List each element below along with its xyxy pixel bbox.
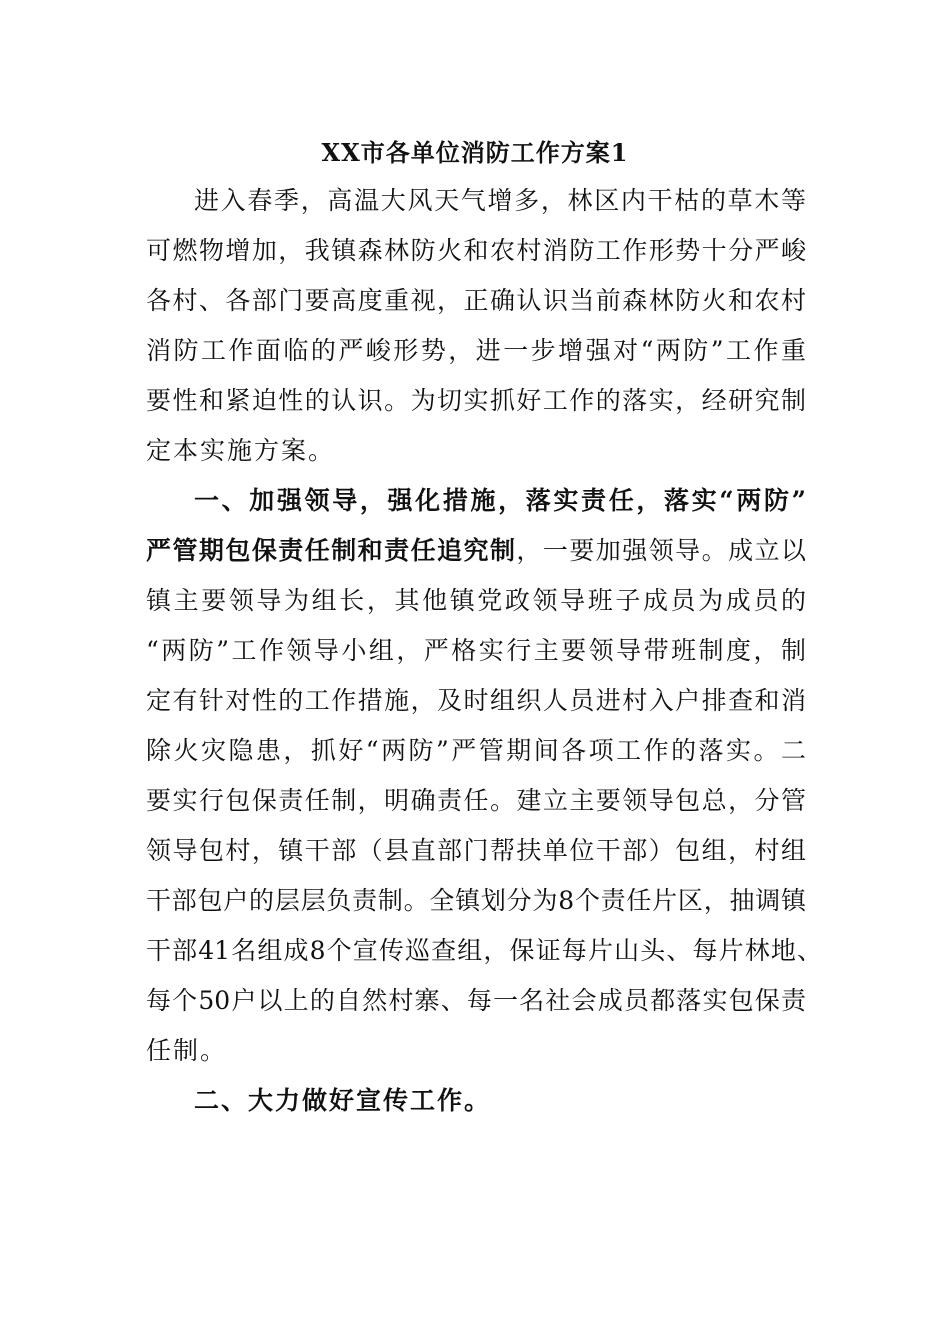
section-1-heading: 一、加强领导，强化措施，落实责任，落实“两防”	[194, 486, 806, 515]
section-1-line-6: 除火灾隐患，抓好“两防”严管期间各项工作的落实。二	[146, 736, 806, 765]
section-2-heading: 二、大力做好宣传工作。	[194, 1086, 492, 1115]
section-1-line-12: 任制。	[146, 1036, 228, 1065]
section-1-line-9: 干部包户的层层负责制。全镇划分为8个责任片区，抽调镇	[146, 886, 806, 915]
paragraph-1-line-6: 定本实施方案。	[146, 436, 336, 465]
section-1-line-5: 定有针对性的工作措施，及时组织人员进村入户排查和消	[146, 686, 806, 715]
section-1-line-8: 领导包村，镇干部（县直部门帮扶单位干部）包组，村组	[146, 836, 806, 865]
section-1-heading-continued: 严管期包保责任制和责任追究制	[146, 536, 517, 565]
section-1-line-7: 要实行包保责任制，明确责任。建立主要领导包总，分管	[146, 786, 806, 815]
section-1-line-3: 镇主要领导为组长，其他镇党政领导班子成员为成员的	[146, 586, 806, 615]
section-1-line-2	[146, 534, 806, 568]
section-1-line-4: “两防”工作领导小组，严格实行主要领导带班制度，制	[146, 636, 806, 665]
section-1-text-start: ，一要加强领导。成立以	[516, 536, 806, 565]
section-1-line-10: 干部41名组成8个宣传巡查组，保证每片山头、每片林地、	[146, 936, 822, 965]
paragraph-1-line-2: 可燃物增加，我镇森林防火和农村消防工作形势十分严峻	[146, 236, 806, 265]
paragraph-1-line-5: 要性和紧迫性的认识。为切实抓好工作的落实，经研究制	[146, 386, 806, 415]
paragraph-1-line-4: 消防工作面临的严峻形势，进一步增强对“两防”工作重	[146, 336, 806, 365]
document-title: XX市各单位消防工作方案1	[321, 138, 629, 167]
paragraph-1-line-3: 各村、各部门要高度重视，正确认识当前森林防火和农村	[146, 286, 806, 315]
section-1-line-11: 每个50户以上的自然村寨、每一名社会成员都落实包保责	[146, 986, 806, 1015]
paragraph-1-line-1: 进入春季，高温大风天气增多，林区内干枯的草木等	[194, 186, 806, 215]
